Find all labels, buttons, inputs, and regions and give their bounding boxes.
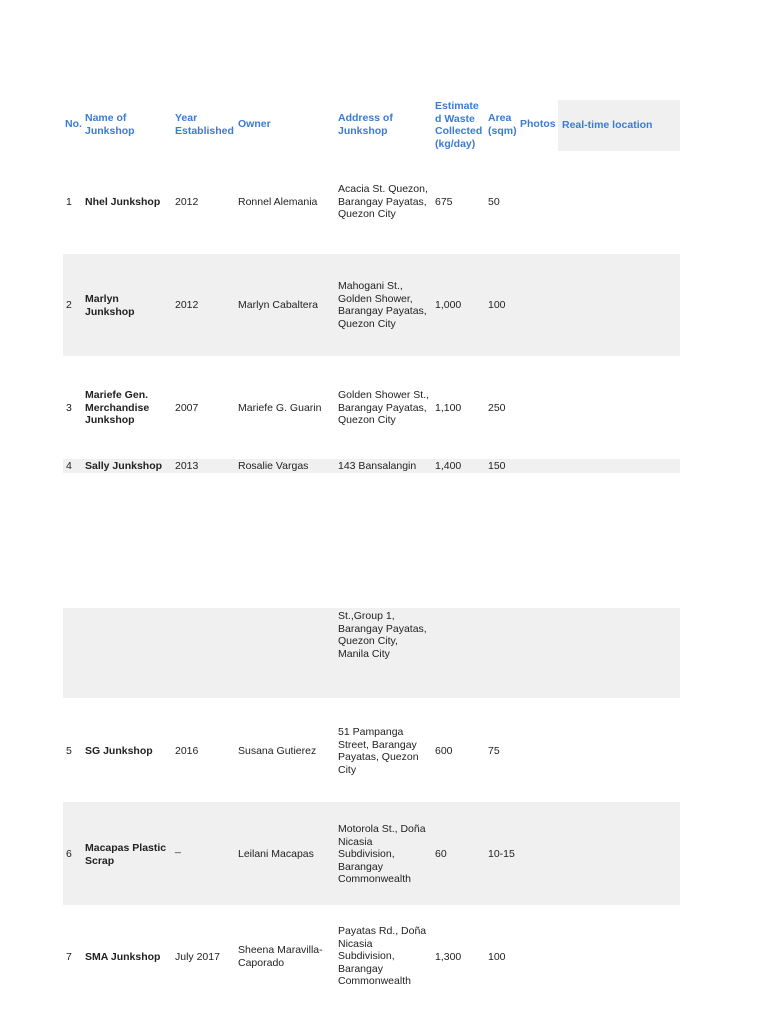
row-5-address: 51 Pampanga Street, Barangay Payatas, Quezon City — [338, 726, 419, 776]
header-owner: Owner — [238, 118, 271, 130]
row-1-waste: 675 — [435, 196, 453, 208]
row-2-year: 2012 — [175, 299, 199, 311]
row-2-address: Mahogani St., Golden Shower, Barangay Payatas, Quezon City — [338, 280, 427, 330]
row-6-year: _ — [175, 842, 181, 854]
row-6-name: Macapas Plastic Scrap — [85, 842, 167, 867]
row-1-area: 50 — [488, 196, 500, 208]
row-3-name: Mariefe Gen. Merchandise Junkshop — [85, 389, 150, 427]
row-4-no: 4 — [66, 460, 72, 472]
row-2-area: 100 — [488, 299, 506, 311]
row-5-name: SG Junkshop — [85, 745, 153, 757]
row-3-area: 250 — [488, 402, 506, 414]
header-name: Name of Junkshop — [85, 112, 135, 137]
header-year: Year Established — [175, 112, 234, 137]
header-address: Address of Junkshop — [338, 112, 393, 137]
header-no: No. — [65, 118, 82, 130]
row-3-year: 2007 — [175, 402, 199, 414]
row-7-name: SMA Junkshop — [85, 951, 161, 963]
row-1-address: Acacia St. Quezon, Barangay Payatas, Quezon City — [338, 183, 428, 221]
row-3-owner: Mariefe G. Guarin — [238, 402, 322, 414]
header-area: Area (sqm) — [488, 112, 517, 137]
row-5-year: 2016 — [175, 745, 199, 757]
row-6-area: 10-15 — [488, 848, 515, 860]
header-photos: Photos — [520, 118, 556, 130]
row-4-waste: 1,400 — [435, 460, 462, 472]
row-7-area: 100 — [488, 951, 506, 963]
row-6-owner: Leilani Macapas — [238, 848, 314, 860]
row-4-year: 2013 — [175, 460, 199, 472]
row-4-owner: Rosalie Vargas — [238, 460, 309, 472]
row-7-no: 7 — [66, 951, 72, 963]
row-5-waste: 600 — [435, 745, 453, 757]
row-4-area: 150 — [488, 460, 506, 472]
row-2-owner: Marlyn Cabaltera — [238, 299, 318, 311]
row-5-area: 75 — [488, 745, 500, 757]
row-7-address: Payatas Rd., Doña Nicasia Subdivision, Barangay Commonwealth — [338, 925, 427, 988]
row-6-address: Motorola St., Doña Nicasia Subdivision, Barangay Commonwealth — [338, 823, 426, 886]
row-2-name: Marlyn Junkshop — [85, 293, 135, 318]
row-6-no: 6 — [66, 848, 72, 860]
header-location: Real-time location — [562, 119, 653, 131]
row-5-owner: Susana Gutierez — [238, 745, 317, 757]
row-4-address-continued: St.,Group 1, Barangay Payatas, Quezon City, Manila City — [338, 610, 427, 660]
row-2-waste: 1,000 — [435, 299, 462, 311]
row-1-year: 2012 — [175, 196, 199, 208]
row-1-name: Nhel Junkshop — [85, 196, 161, 208]
row-7-waste: 1,300 — [435, 951, 462, 963]
row-7-year: July 2017 — [175, 951, 220, 963]
row-2-no: 2 — [66, 299, 72, 311]
row-4-name: Sally Junkshop — [85, 460, 163, 472]
row-6-waste: 60 — [435, 848, 447, 860]
header-waste: Estimate d Waste Collected (kg/day) — [435, 100, 483, 150]
row-4-address: 143 Bansalangin — [338, 460, 417, 472]
row-1-owner: Ronnel Alemania — [238, 196, 318, 208]
row-7-owner: Sheena Maravilla- Caporado — [238, 944, 323, 969]
row-5-no: 5 — [66, 745, 72, 757]
row-3-address: Golden Shower St., Barangay Payatas, Quezon City — [338, 389, 430, 427]
row-3-no: 3 — [66, 402, 72, 414]
row-1-no: 1 — [66, 196, 72, 208]
row-3-waste: 1,100 — [435, 402, 462, 414]
